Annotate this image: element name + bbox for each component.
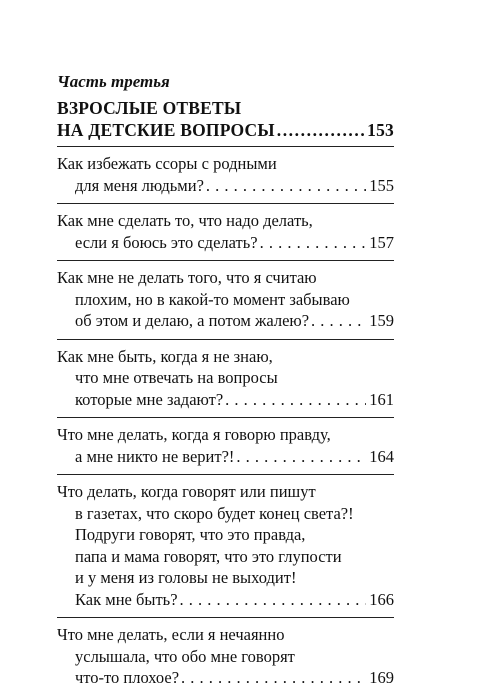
dot-leaders xyxy=(225,389,366,411)
toc-entry xyxy=(57,339,394,418)
toc-entry-line: Что мне делать, если я нечаянно xyxy=(57,625,285,644)
toc-entry-page-number: 166 xyxy=(369,589,394,609)
toc-entry-page-number: 157 xyxy=(369,232,394,252)
dot-leaders xyxy=(180,589,366,611)
dot-leaders xyxy=(206,175,366,197)
toc-entry-last-line xyxy=(57,175,394,197)
toc-entry-last-line-text: что-то плохое? xyxy=(75,668,180,687)
toc-entry xyxy=(57,474,394,617)
toc-entry-page-number: 155 xyxy=(369,175,394,195)
toc-entry-page-number: 164 xyxy=(369,446,394,466)
toc-entry-last-line xyxy=(57,310,394,332)
toc-entry-last-line xyxy=(57,446,394,468)
dot-leaders xyxy=(181,667,366,689)
dot-leaders xyxy=(277,119,365,141)
toc-entry-last-line-text: если я боюсь это сделать? xyxy=(75,232,258,252)
toc-entry-line: Как избежать ссоры с родными xyxy=(57,154,277,173)
section-title-text-1: ВЗРОСЛЫЕ ОТВЕТЫ xyxy=(57,98,242,118)
dot-leaders xyxy=(311,310,366,332)
toc-entry-line: Как мне быть, когда я не знаю, xyxy=(57,346,273,366)
toc-entry xyxy=(57,146,394,203)
toc-entry-line: Как мне не делать того, что я считаю xyxy=(57,268,317,287)
dot-leaders xyxy=(236,446,366,468)
toc-entry-line: Подруги говорят, что это правда, xyxy=(75,525,306,544)
toc-entry-line: в газетах, что скоро будет конец света?! xyxy=(75,503,354,523)
toc-entry-page-number: 159 xyxy=(369,311,394,330)
toc-entry-last-line xyxy=(57,232,394,254)
toc-entry-list xyxy=(57,146,394,696)
toc-entry-line: Что делать, когда говорят или пишут xyxy=(57,482,316,501)
toc-entry-last-line-text: Как мне быть? xyxy=(75,589,178,609)
toc-entry-last-line xyxy=(57,589,394,611)
section-title-line-1 xyxy=(57,97,394,119)
toc-entry-line: Как мне сделать то, что надо делать, xyxy=(57,211,313,230)
section-title-line-2 xyxy=(57,119,394,141)
toc-entry-line: плохим, но в какой-то момент забываю xyxy=(75,289,350,309)
toc-entry-line: Что мне делать, когда я говорю правду, xyxy=(57,425,331,444)
toc-entry-line: папа и мама говорят, что это глупости xyxy=(75,546,342,566)
toc-entry-page-number: 161 xyxy=(369,389,394,409)
section-page-number: 153 xyxy=(367,120,394,140)
dot-leaders xyxy=(260,232,366,254)
toc-entry xyxy=(57,617,394,696)
section-title-text-2: НА ДЕТСКИЕ ВОПРОСЫ xyxy=(57,120,275,140)
toc-entry xyxy=(57,203,394,260)
toc-entry-line: услышала, что обо мне говорят xyxy=(75,646,295,666)
toc-entry xyxy=(57,260,394,339)
toc-entry-line: и у меня из головы не выходит! xyxy=(75,568,297,587)
toc-entry-last-line-text: об этом и делаю, а потом жалею? xyxy=(75,311,310,330)
section-title xyxy=(57,97,394,141)
toc-entry-page-number: 169 xyxy=(369,668,394,687)
table-of-contents xyxy=(57,72,394,696)
toc-entry-last-line-text: а мне никто не верит?! xyxy=(75,446,235,466)
part-label: Часть третья xyxy=(57,72,170,91)
toc-entry-last-line xyxy=(57,667,394,689)
toc-entry-line: что мне отвечать на вопросы xyxy=(75,368,278,387)
toc-entry xyxy=(57,417,394,474)
toc-entry-last-line-text: которые мне задают? xyxy=(75,389,224,409)
toc-entry-last-line xyxy=(57,389,394,411)
toc-entry-last-line-text: для меня людьми? xyxy=(75,175,204,195)
